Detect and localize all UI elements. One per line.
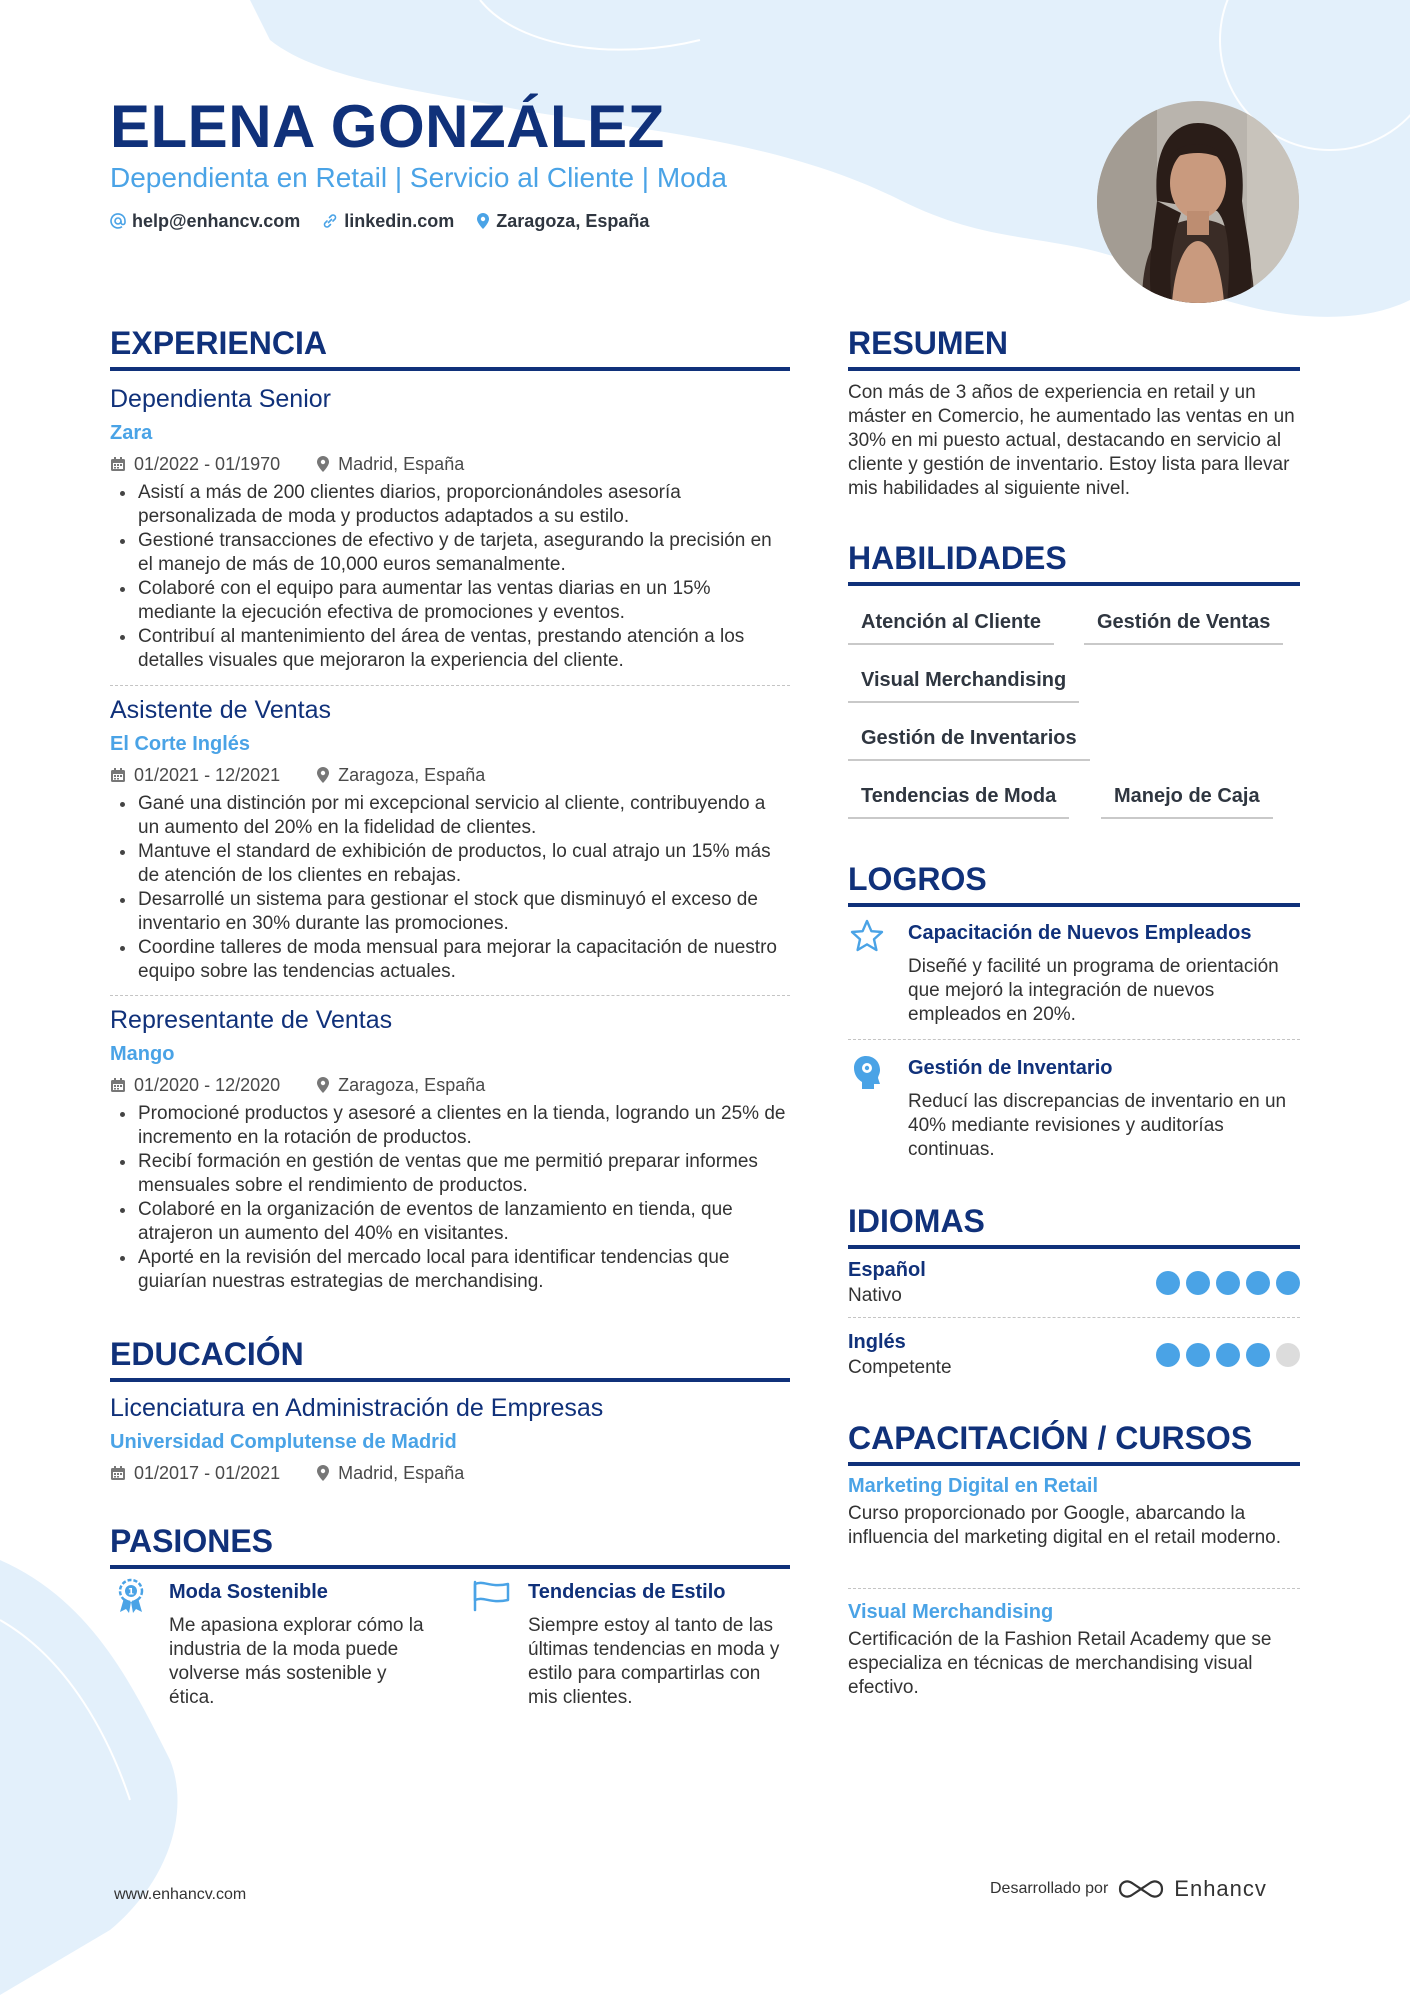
education-location: Madrid, España bbox=[338, 1463, 465, 1483]
experience-section bbox=[110, 323, 790, 371]
rating-dot-filled bbox=[1216, 1343, 1240, 1367]
language-divider bbox=[848, 1317, 1300, 1318]
course-title: Visual Merchandising bbox=[848, 1601, 1054, 1623]
course-item bbox=[848, 1472, 1300, 1550]
candidate-subtitle: Dependienta en Retail | Servicio al Cliente | Moda bbox=[110, 162, 727, 193]
rating-dot-filled bbox=[1216, 1271, 1240, 1295]
language-name: Español bbox=[848, 1259, 926, 1281]
achievement-item bbox=[848, 1054, 1300, 1162]
calendar-icon bbox=[110, 1465, 126, 1481]
job-bullets bbox=[110, 792, 790, 984]
footer-website[interactable]: www.enhancv.com bbox=[114, 1886, 247, 1903]
job-dates: 01/2021 - 12/2021 bbox=[134, 765, 281, 785]
skill-tag: Atención al Cliente bbox=[848, 605, 1054, 645]
language-item bbox=[848, 1329, 1300, 1383]
skill-tag: Visual Merchandising bbox=[848, 663, 1079, 703]
skill-tag: Gestión de Inventarios bbox=[848, 721, 1090, 761]
rating-dot-filled bbox=[1246, 1343, 1270, 1367]
job-bullet: Coordine talleres de moda mensual para mejorar la capacitación de nuestro equipo sobre las tendencias actuales. bbox=[110, 936, 790, 984]
flag-icon bbox=[472, 1580, 510, 1612]
education-degree: Licenciatura en Administración de Empresas bbox=[110, 1394, 604, 1422]
contact-linkedin[interactable] bbox=[322, 208, 454, 234]
rating-dot-filled bbox=[1246, 1271, 1270, 1295]
language-rating bbox=[1156, 1271, 1300, 1295]
skill-tag: Tendencias de Moda bbox=[848, 779, 1069, 819]
education-section bbox=[110, 1334, 790, 1486]
enhancv-logo-icon bbox=[1118, 1877, 1164, 1901]
course-divider bbox=[848, 1588, 1300, 1589]
job-bullet: Colaboré en la organización de eventos de lanzamiento en tienda, que atrajeron un aumento del 40% en visitantes. bbox=[110, 1198, 790, 1246]
job-bullets bbox=[110, 1102, 790, 1294]
footer-branding bbox=[990, 1876, 1267, 1902]
skills-rule bbox=[848, 582, 1300, 586]
languages-section bbox=[848, 1201, 1300, 1249]
education-school: Universidad Complutense de Madrid bbox=[110, 1431, 457, 1453]
rating-dot-filled bbox=[1186, 1271, 1210, 1295]
job-dates: 01/2020 - 12/2020 bbox=[134, 1075, 281, 1095]
rating-dot-filled bbox=[1156, 1343, 1180, 1367]
language-level: Nativo bbox=[848, 1285, 902, 1306]
passion-text: Siempre estoy al tanto de las últimas tendencias en moda y estilo para compartirlas con mis clientes. bbox=[528, 1615, 780, 1708]
location-text: Zaragoza, España bbox=[496, 211, 650, 231]
job-bullet: Colaboré con el equipo para aumentar las ventas diarias en un 15% mediante la ejecución efectiva de promociones y eventos. bbox=[110, 577, 790, 625]
contact-bar bbox=[110, 208, 649, 234]
job-entry bbox=[110, 383, 790, 673]
achievement-text: Diseñé y facilité un programa de orientación que mejoró la integración de nuevos empleados en 20%. bbox=[908, 956, 1279, 1025]
summary-section bbox=[848, 323, 1300, 501]
experience-rule bbox=[110, 367, 790, 371]
powered-by-text: Desarrollado por bbox=[990, 1880, 1109, 1897]
achievements-section bbox=[848, 859, 1300, 907]
linkedin-text: linkedin.com bbox=[344, 211, 455, 231]
svg-text:1: 1 bbox=[127, 1587, 135, 1598]
achievement-title: Gestión de Inventario bbox=[908, 1057, 1113, 1079]
passion-item bbox=[114, 1578, 434, 1710]
job-role: Dependienta Senior bbox=[110, 385, 331, 413]
rating-dot-filled bbox=[1186, 1343, 1210, 1367]
achievement-item bbox=[848, 919, 1300, 1027]
link-icon bbox=[322, 213, 338, 229]
passions-section bbox=[110, 1521, 790, 1569]
profile-photo bbox=[1097, 101, 1299, 303]
language-level: Competente bbox=[848, 1357, 952, 1378]
calendar-icon bbox=[110, 456, 126, 472]
job-bullet: Desarrollé un sistema para gestionar el stock que disminuyó el exceso de inventario en 30% durante las promociones. bbox=[110, 888, 790, 936]
job-company: Zara bbox=[110, 422, 153, 444]
job-bullet: Mantuve el standard de exhibición de productos, lo cual atrajo un 15% más de atención de los clientes en rebajas. bbox=[110, 840, 790, 888]
summary-text: Con más de 3 años de experiencia en retail y un máster en Comercio, he aumentado las ventas en un 30% en mi puesto actual, destacando en servicio al cliente y gestión de inventario. Estoy lista para llevar mis habilidades al siguiente nivel. bbox=[848, 382, 1295, 499]
location-pin-icon bbox=[316, 1076, 330, 1094]
job-role: Asistente de Ventas bbox=[110, 696, 331, 724]
languages-heading: IDIOMAS bbox=[848, 1203, 985, 1239]
calendar-icon bbox=[110, 767, 126, 783]
passion-text: Me apasiona explorar cómo la industria de la moda puede volverse más sostenible y ética. bbox=[169, 1615, 424, 1708]
job-bullets bbox=[110, 481, 790, 673]
location-pin-icon bbox=[476, 212, 490, 230]
achievements-heading: LOGROS bbox=[848, 861, 987, 897]
skill-tag: Gestión de Ventas bbox=[1084, 605, 1283, 645]
job-location: Madrid, España bbox=[338, 454, 465, 474]
job-bullet: Gané una distinción por mi excepcional servicio al cliente, contribuyendo a un aumento del 20% en la fidelidad de clientes. bbox=[110, 792, 790, 840]
languages-rule bbox=[848, 1245, 1300, 1249]
education-meta bbox=[110, 1460, 790, 1486]
job-location: Zaragoza, España bbox=[338, 1075, 486, 1095]
job-bullet: Contribuí al mantenimiento del área de ventas, prestando atención a los detalles visuales que mejoraron la experiencia del cliente. bbox=[110, 625, 790, 673]
education-dates: 01/2017 - 01/2021 bbox=[134, 1463, 281, 1483]
courses-heading: CAPACITACIÓN / CURSOS bbox=[848, 1420, 1253, 1456]
job-meta bbox=[110, 762, 790, 788]
job-bullet: Gestioné transacciones de efectivo y de tarjeta, asegurando la precisión en el manejo de más de 10,000 euros semanalmente. bbox=[110, 529, 790, 577]
education-rule bbox=[110, 1378, 790, 1382]
passion-title: Moda Sostenible bbox=[169, 1581, 328, 1603]
contact-location bbox=[476, 208, 649, 234]
job-bullet: Recibí formación en gestión de ventas que me permitió preparar informes mensuales sobre el rendimiento de productos. bbox=[110, 1150, 790, 1198]
courses-section bbox=[848, 1418, 1300, 1466]
achievement-divider bbox=[848, 1039, 1300, 1040]
job-bullet: Aporté en la revisión del mercado local para identificar tendencias que guiarían nuestras estrategias de merchandising. bbox=[110, 1246, 790, 1294]
job-meta bbox=[110, 1072, 790, 1098]
summary-rule bbox=[848, 367, 1300, 371]
language-item bbox=[848, 1257, 1300, 1311]
summary-heading: RESUMEN bbox=[848, 325, 1009, 361]
course-text: Curso proporcionado por Google, abarcando la influencia del marketing digital en el retail moderno. bbox=[848, 1503, 1282, 1548]
rating-dot-filled bbox=[1156, 1271, 1180, 1295]
language-name: Inglés bbox=[848, 1331, 906, 1353]
courses-rule bbox=[848, 1462, 1300, 1466]
job-bullet: Promocioné productos y asesoré a clientes en la tienda, logrando un 25% de incremento en la rotación de productos. bbox=[110, 1102, 790, 1150]
achievements-rule bbox=[848, 903, 1300, 907]
job-divider bbox=[110, 995, 790, 996]
achievement-text: Reducí las discrepancias de inventario en un 40% mediante revisiones y auditorías continuas. bbox=[908, 1091, 1287, 1160]
job-divider bbox=[110, 685, 790, 686]
skills-section bbox=[848, 538, 1300, 586]
job-bullet: Asistí a más de 200 clientes diarios, proporcionándoles asesoría personalizada de moda y productos adaptados a su estilo. bbox=[110, 481, 790, 529]
course-title: Marketing Digital en Retail bbox=[848, 1475, 1099, 1497]
award-ribbon-icon bbox=[116, 1578, 146, 1614]
education-heading: EDUCACIÓN bbox=[110, 1336, 304, 1372]
location-pin-icon bbox=[316, 766, 330, 784]
course-text: Certificación de la Fashion Retail Academy que se especializa en técnicas de merchandising visual efectivo. bbox=[848, 1629, 1272, 1698]
email-text: help@enhancv.com bbox=[132, 211, 301, 231]
rating-dot-empty bbox=[1276, 1343, 1300, 1367]
job-dates: 01/2022 - 01/1970 bbox=[134, 454, 281, 474]
passions-rule bbox=[110, 1565, 790, 1569]
rating-dot-filled bbox=[1276, 1271, 1300, 1295]
achievement-title: Capacitación de Nuevos Empleados bbox=[908, 922, 1252, 944]
job-meta bbox=[110, 451, 790, 477]
passion-item bbox=[472, 1578, 792, 1710]
passions-heading: PASIONES bbox=[110, 1523, 273, 1559]
skill-tag: Manejo de Caja bbox=[1101, 779, 1273, 819]
job-entry bbox=[110, 1004, 790, 1294]
head-idea-icon bbox=[852, 1054, 884, 1090]
star-icon bbox=[850, 919, 884, 953]
language-rating bbox=[1156, 1343, 1300, 1367]
skills-heading: HABILIDADES bbox=[848, 540, 1067, 576]
job-company: El Corte Inglés bbox=[110, 733, 251, 755]
brand-name: Enhancv bbox=[1174, 1876, 1267, 1901]
location-pin-icon bbox=[316, 1464, 330, 1482]
passion-title: Tendencias de Estilo bbox=[528, 1581, 726, 1603]
job-location: Zaragoza, España bbox=[338, 765, 486, 785]
experience-heading: EXPERIENCIA bbox=[110, 325, 327, 361]
job-company: Mango bbox=[110, 1043, 175, 1065]
candidate-name: ELENA GONZÁLEZ bbox=[110, 93, 665, 160]
course-item bbox=[848, 1598, 1300, 1700]
contact-email[interactable] bbox=[110, 208, 300, 234]
location-pin-icon bbox=[316, 455, 330, 473]
job-role: Representante de Ventas bbox=[110, 1006, 393, 1034]
job-entry bbox=[110, 694, 790, 984]
at-icon bbox=[110, 213, 126, 229]
calendar-icon bbox=[110, 1077, 126, 1093]
